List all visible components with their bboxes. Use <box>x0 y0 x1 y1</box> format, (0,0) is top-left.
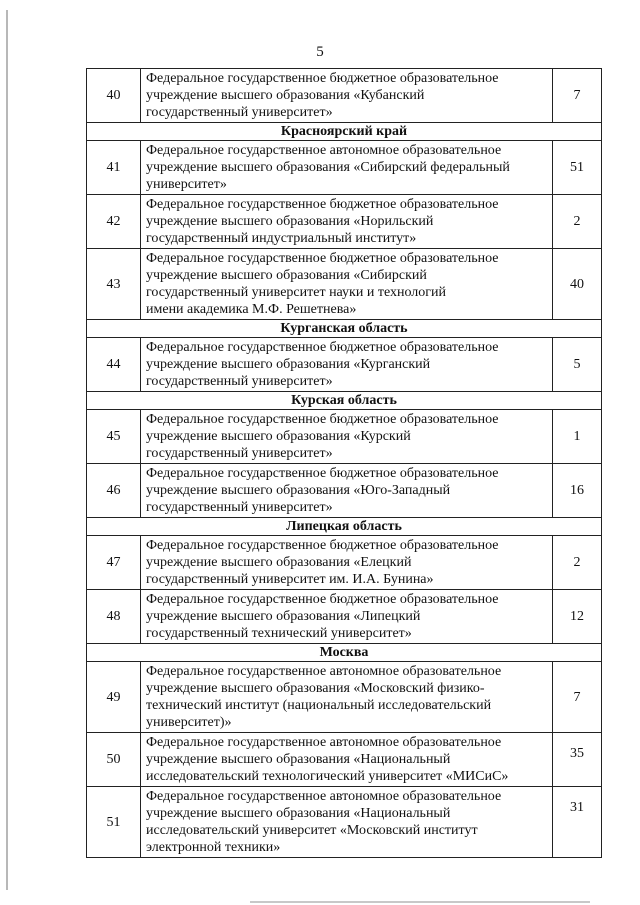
quota-count: 7 <box>553 662 602 733</box>
quota-count: 5 <box>553 338 602 392</box>
institution-name-line: Федеральное государственное автономное образовательное <box>146 789 502 804</box>
row-number: 50 <box>87 733 141 787</box>
table-row <box>87 69 602 123</box>
region-heading: Липецкая область <box>87 518 602 536</box>
table-row <box>87 787 602 858</box>
institution-name <box>141 410 553 464</box>
institution-name <box>141 733 553 787</box>
quota-count: 12 <box>553 590 602 644</box>
institution-name-line: учреждение высшего образования «Норильский <box>146 214 434 229</box>
table-row <box>87 662 602 733</box>
institution-name-line: исследовательский университет «Московский институт <box>146 823 478 838</box>
institutions-table <box>86 68 602 858</box>
row-number: 43 <box>87 249 141 320</box>
quota-count: 2 <box>553 195 602 249</box>
institution-name-line: Федеральное государственное бюджетное образовательное <box>146 251 499 266</box>
row-number: 44 <box>87 338 141 392</box>
table-body <box>87 69 602 858</box>
institution-name-line: Федеральное государственное автономное образовательное <box>146 735 502 750</box>
quota-count: 51 <box>553 141 602 195</box>
institution-name-line: Федеральное государственное бюджетное образовательное <box>146 412 499 427</box>
region-heading: Курская область <box>87 392 602 410</box>
row-number: 47 <box>87 536 141 590</box>
institution-name-line: государственный университет» <box>146 446 333 461</box>
institution-name <box>141 69 553 123</box>
quota-count: 2 <box>553 536 602 590</box>
institution-name-line: учреждение высшего образования «Сибирский федеральный <box>146 160 510 175</box>
region-heading: Москва <box>87 644 602 662</box>
institution-name-line: учреждение высшего образования «Курганский <box>146 357 431 372</box>
institution-name <box>141 590 553 644</box>
institution-name-line: Федеральное государственное бюджетное образовательное <box>146 538 499 553</box>
page-number: 5 <box>316 44 324 60</box>
row-number: 51 <box>87 787 141 858</box>
institution-name-line: государственный университет» <box>146 105 333 120</box>
institution-name-line: имени академика М.Ф. Решетнева» <box>146 302 357 317</box>
institution-name-line: Федеральное государственное бюджетное образовательное <box>146 466 499 481</box>
row-number: 45 <box>87 410 141 464</box>
table-row <box>87 536 602 590</box>
row-number: 42 <box>87 195 141 249</box>
region-row <box>87 644 602 662</box>
institution-name-line: учреждение высшего образования «Кубанский <box>146 88 425 103</box>
institution-name-line: учреждение высшего образования «Сибирский <box>146 268 427 283</box>
institution-name-line: Федеральное государственное автономное образовательное <box>146 664 502 679</box>
scan-bottom-edge <box>250 901 590 903</box>
institution-name-line: учреждение высшего образования «Елецкий <box>146 555 412 570</box>
table-row <box>87 249 602 320</box>
quota-count: 7 <box>553 69 602 123</box>
institution-name-line: университет» <box>146 177 227 192</box>
institution-name-line: учреждение высшего образования «Липецкий <box>146 609 421 624</box>
institution-name-line: учреждение высшего образования «Курский <box>146 429 411 444</box>
institution-name-line: Федеральное государственное автономное образовательное <box>146 143 502 158</box>
institution-name-line: учреждение высшего образования «Национальный <box>146 752 451 767</box>
region-row <box>87 518 602 536</box>
table-row <box>87 141 602 195</box>
quota-count: 31 <box>553 787 602 858</box>
row-number: 49 <box>87 662 141 733</box>
table-row <box>87 590 602 644</box>
region-heading: Красноярский край <box>87 123 602 141</box>
table-row <box>87 338 602 392</box>
table-row <box>87 195 602 249</box>
institution-name-line: Федеральное государственное бюджетное образовательное <box>146 71 499 86</box>
institution-name-line: государственный университет» <box>146 500 333 515</box>
institution-name <box>141 338 553 392</box>
institution-name <box>141 249 553 320</box>
institution-name-line: электронной техники» <box>146 840 281 855</box>
region-row <box>87 320 602 338</box>
quota-count: 40 <box>553 249 602 320</box>
region-row <box>87 123 602 141</box>
institution-name-line: исследовательский технологический университет «МИСиС» <box>146 769 509 784</box>
institution-name-line: Федеральное государственное бюджетное образовательное <box>146 197 499 212</box>
table-row <box>87 733 602 787</box>
row-number: 41 <box>87 141 141 195</box>
table-row <box>87 464 602 518</box>
institution-name-line: государственный университет» <box>146 374 333 389</box>
institution-name-line: учреждение высшего образования «Национальный <box>146 806 451 821</box>
quota-count: 16 <box>553 464 602 518</box>
institution-name <box>141 662 553 733</box>
institution-name-line: государственный университет им. И.А. Бунина» <box>146 572 434 587</box>
institution-name <box>141 536 553 590</box>
institution-name-line: университет)» <box>146 715 232 730</box>
institution-name <box>141 787 553 858</box>
institution-name-line: учреждение высшего образования «Юго-Западный <box>146 483 451 498</box>
region-row <box>87 392 602 410</box>
row-number: 46 <box>87 464 141 518</box>
table-row <box>87 410 602 464</box>
region-heading: Курганская область <box>87 320 602 338</box>
institution-name-line: государственный технический университет» <box>146 626 412 641</box>
institution-name-line: технический институт (национальный исследовательский <box>146 698 492 713</box>
institution-name <box>141 141 553 195</box>
institution-name <box>141 195 553 249</box>
quota-count: 35 <box>553 733 602 787</box>
scan-left-edge <box>6 10 8 890</box>
institution-name <box>141 464 553 518</box>
row-number: 40 <box>87 69 141 123</box>
institution-name-line: Федеральное государственное бюджетное образовательное <box>146 340 499 355</box>
institution-name-line: Федеральное государственное бюджетное образовательное <box>146 592 499 607</box>
quota-count: 1 <box>553 410 602 464</box>
institution-name-line: государственный университет науки и технологий <box>146 285 447 300</box>
institution-name-line: учреждение высшего образования «Московский физико- <box>146 681 485 696</box>
institution-name-line: государственный индустриальный институт» <box>146 231 417 246</box>
row-number: 48 <box>87 590 141 644</box>
